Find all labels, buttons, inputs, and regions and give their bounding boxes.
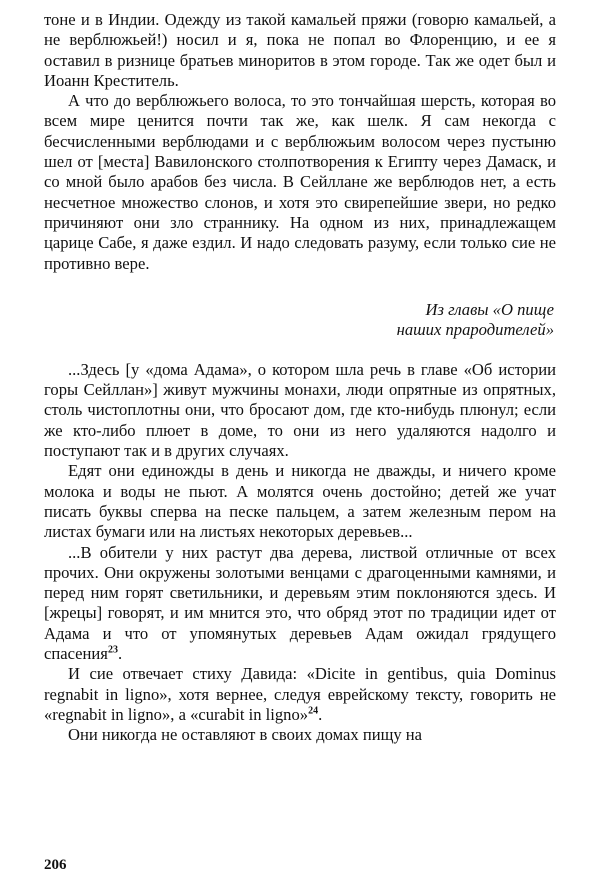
paragraph-4: Едят они единожды в день и никогда не дважды, и ничего кроме молока и воды не пьют. А молятся очень достойно; детей же учат писать буквы сперва на песке пальцем, а затем железным пером на листах бумаги или на листьях некоторых деревьев... xyxy=(44,461,556,542)
paragraph-3: ...Здесь [у «дома Адама», о котором шла речь в главе «Об истории горы Сейллан»] живут мужчины монахи, люди опрятные из опрятных, столь чистоплотны они, что бросают дом, где кто-нибудь плюнул; если же кто-либо плюет в доме, то они из него удаляются надолго и поступают так и в других случаях. xyxy=(44,359,556,461)
footnote-ref-23: 23 xyxy=(107,644,118,656)
page-number: 206 xyxy=(44,857,67,873)
chapter-heading-line-1: Из главы «О пище xyxy=(425,299,554,319)
paragraph-6: И сие отвечает стиху Давида: «Dicite in gentibus, quia Dominus regnabit in ligno», хотя вернее, следуя еврейскому тексту, говорить не «regnabit in ligno», а «curabit in ligno»$^{24}$. xyxy=(44,664,556,724)
footnote-ref-24: 24 xyxy=(308,705,319,717)
page-body xyxy=(44,10,556,746)
paragraph-6-text: И сие отвечает стиху Давида: «Dicite in gentibus, quia Dominus regnabit in ligno», хотя вернее, следуя еврейскому тексту, говорить не «regnabit in ligno», а «curabit in ligno» xyxy=(44,664,556,724)
paragraph-2: А что до верблюжьего волоса, то это тончайшая шерсть, которая во всем мире ценится почти так же, как шелк. Я сам некогда с бесчисленными верблюдами и с верблюжьим волосом через пустыню шел от [места] Вавилонского столпотворения к Египту через Дамаск, и со мной было арабов без числа. В Сейллане же верблюдов нет, а есть несчетное множество слонов, и хотя это свирепейшие звери, но редко причиняют они зло страннику. На одном из них, принадлежащем царице Сабе, я даже ездил. И надо следовать разуму, если только сие не противно вере. xyxy=(44,91,556,273)
paragraph-5: ...В обители у них растут два дерева, листвой отличные от всех прочих. Они окружены золотыми венцами с драгоценными камнями, и перед ним горят светильники, и деревьям этим поклоняются здесь. И [жрецы] говорят, и им мнится это, что обряд этот по традиции идет от Адама и что от упомянутых деревьев Адам ожидал грядущего спасения$^{23}$. xyxy=(44,542,556,664)
paragraph-7: Они никогда не оставляют в своих домах пищу на xyxy=(68,725,423,745)
chapter-heading xyxy=(44,300,556,340)
paragraph-5-text: ...В обители у них растут два дерева, листвой отличные от всех прочих. Они окружены золотыми венцами с драгоценными камнями, и перед ним горят светильники, и деревьям этим поклоняются здесь. И [жрецы] говорят, и им мнится это, что обряд этот по традиции идет от Адама и что от упомянутых деревьев Адам ожидал грядущего спасения xyxy=(44,542,556,664)
paragraph-1: тоне и в Индии. Одежду из такой камальей пряжи (говорю камальей, а не верблюжьей!) носил и я, пока не попал во Флоренцию, и ее я оставил в ризнице братьев миноритов в этом городе. Так же одет был и Иоанн Креститель. xyxy=(44,10,556,90)
chapter-heading-line-2: наших прародителей» xyxy=(396,319,554,339)
